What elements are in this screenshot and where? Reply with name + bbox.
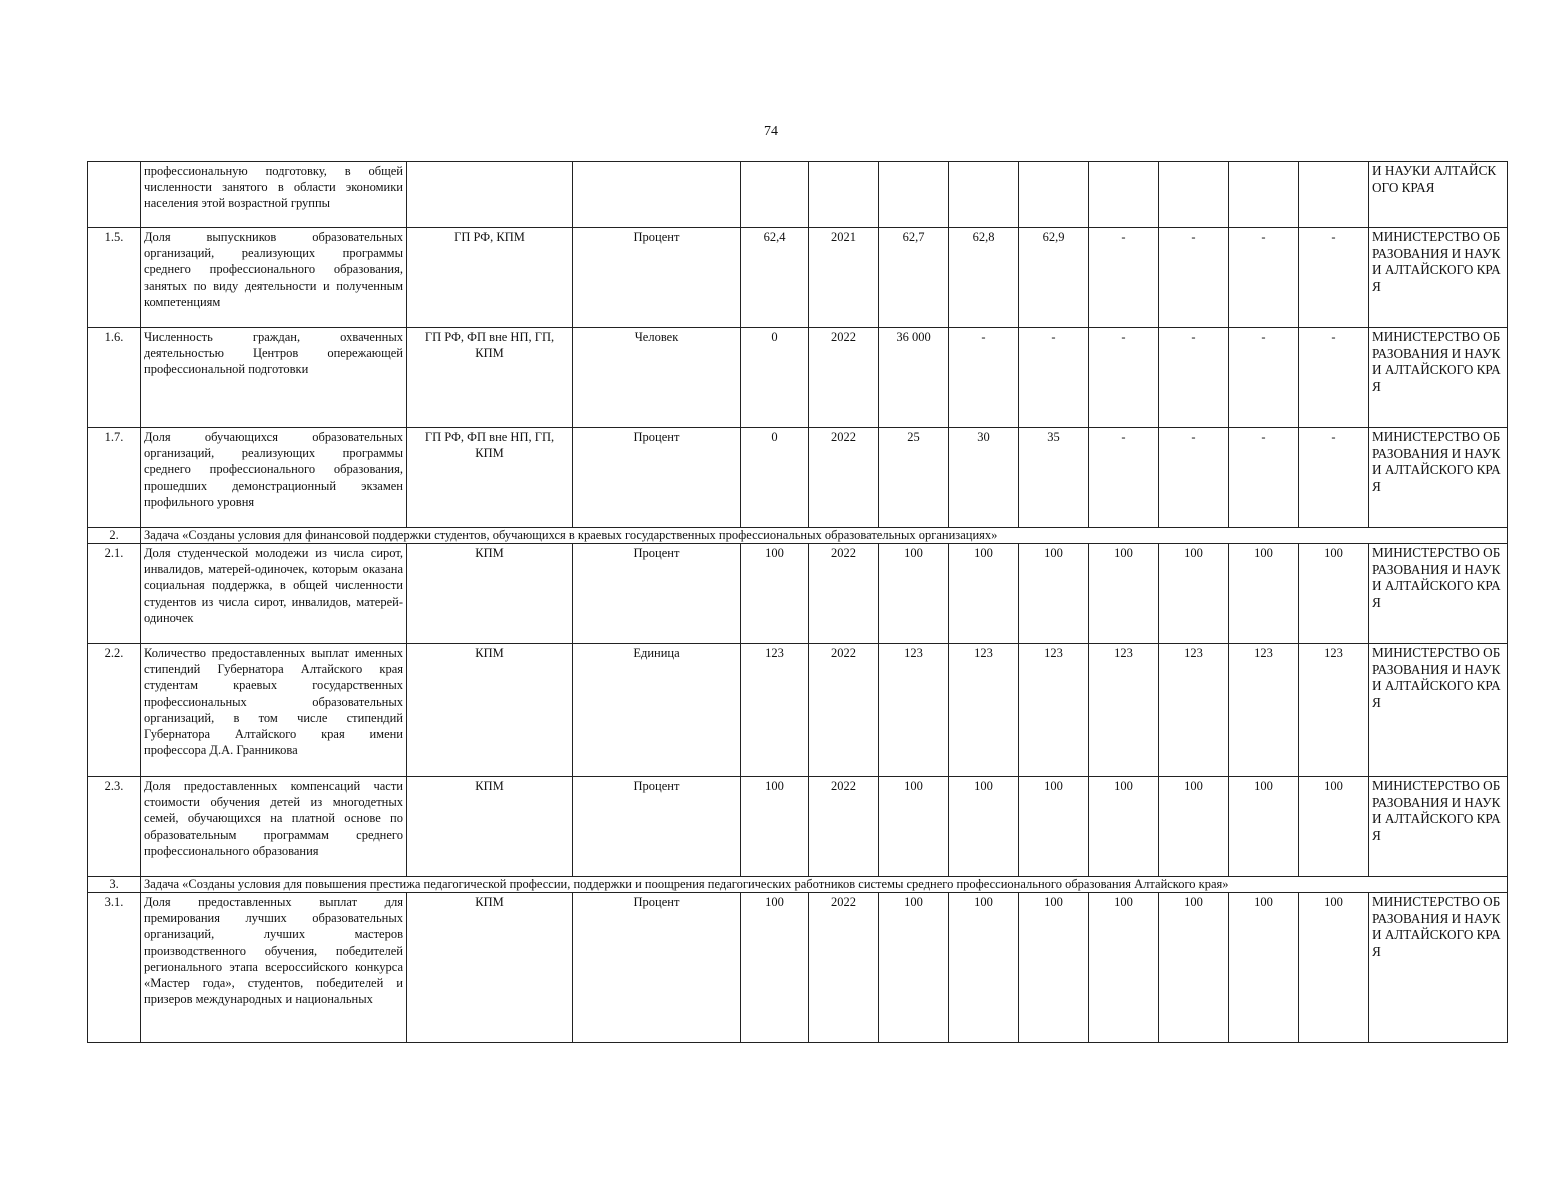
table-row (88, 328, 1508, 428)
base-year: 2022 (809, 644, 879, 777)
indicator-source: КПМ (407, 644, 573, 777)
base-value: 123 (741, 644, 809, 777)
responsible-org: МИНИСТЕРСТВО ОБРАЗОВАНИЯ И НАУКИ АЛТАЙСКОГО КРАЯ (1369, 893, 1508, 1043)
base-year: 2022 (809, 428, 879, 528)
indicator-name: Количество предоставленных выплат именных стипендий Губернатора Алтайского края студентам краевых государственных профессиональных образовательных организаций, в том числе стипендий Губернатора Алтайского края имени профессора Д.А. Гранникова (141, 644, 407, 777)
indicator-source: КПМ (407, 893, 573, 1043)
value-3: 100 (1019, 893, 1089, 1043)
value-6: 100 (1229, 544, 1299, 644)
value-1: 123 (879, 644, 949, 777)
value-7: - (1299, 428, 1369, 528)
indicator-unit: Процент (573, 777, 741, 877)
row-number (88, 162, 141, 228)
value-3: 100 (1019, 544, 1089, 644)
value-1: 100 (879, 544, 949, 644)
value-5: - (1159, 328, 1229, 428)
task-row (88, 877, 1508, 893)
responsible-org: МИНИСТЕРСТВО ОБРАЗОВАНИЯ И НАУКИ АЛТАЙСКОГО КРАЯ (1369, 428, 1508, 528)
indicator-source: КПМ (407, 544, 573, 644)
indicator-source: КПМ (407, 777, 573, 877)
indicators-table (87, 161, 1508, 1043)
responsible-org: МИНИСТЕРСТВО ОБРАЗОВАНИЯ И НАУКИ АЛТАЙСКОГО КРАЯ (1369, 777, 1508, 877)
row-number: 1.6. (88, 328, 141, 428)
value-7 (1299, 162, 1369, 228)
indicator-name: Доля выпускников образовательных организаций, реализующих программы среднего профессионального образования, занятых по виду деятельности и полученным компетенциям (141, 228, 407, 328)
indicator-source (407, 162, 573, 228)
indicator-unit: Человек (573, 328, 741, 428)
value-3: 100 (1019, 777, 1089, 877)
responsible-org: МИНИСТЕРСТВО ОБРАЗОВАНИЯ И НАУКИ АЛТАЙСКОГО КРАЯ (1369, 228, 1508, 328)
row-number: 2.1. (88, 544, 141, 644)
base-year: 2022 (809, 777, 879, 877)
table-row (88, 644, 1508, 777)
table-row (88, 777, 1508, 877)
value-1: 100 (879, 893, 949, 1043)
row-number: 2.2. (88, 644, 141, 777)
value-6: - (1229, 328, 1299, 428)
value-4: - (1089, 428, 1159, 528)
value-5: - (1159, 228, 1229, 328)
indicator-source: ГП РФ, ФП вне НП, ГП, КПМ (407, 428, 573, 528)
task-number: 3. (88, 877, 141, 893)
value-5 (1159, 162, 1229, 228)
value-1 (879, 162, 949, 228)
value-4 (1089, 162, 1159, 228)
indicator-unit: Процент (573, 893, 741, 1043)
indicator-unit: Процент (573, 228, 741, 328)
indicators-table-body (88, 162, 1508, 1043)
base-year: 2022 (809, 893, 879, 1043)
responsible-org: МИНИСТЕРСТВО ОБРАЗОВАНИЯ И НАУКИ АЛТАЙСКОГО КРАЯ (1369, 544, 1508, 644)
value-7: 123 (1299, 644, 1369, 777)
base-value: 100 (741, 777, 809, 877)
indicator-name: Доля студенческой молодежи из числа сирот, инвалидов, матерей-одиночек, которым оказана социальная поддержка, в общей численности студентов из числа сирот, инвалидов, матерей-одиночек (141, 544, 407, 644)
task-title: Задача «Созданы условия для повышения престижа педагогической профессии, поддержки и поощрения педагогических работников системы среднего профессионального образования Алтайского края» (141, 877, 1508, 893)
value-1: 25 (879, 428, 949, 528)
table-row (88, 162, 1508, 228)
value-3: - (1019, 328, 1089, 428)
table-row (88, 428, 1508, 528)
task-row (88, 528, 1508, 544)
value-6 (1229, 162, 1299, 228)
value-1: 62,7 (879, 228, 949, 328)
base-value: 62,4 (741, 228, 809, 328)
value-3 (1019, 162, 1089, 228)
indicator-unit (573, 162, 741, 228)
value-6: - (1229, 228, 1299, 328)
base-value (741, 162, 809, 228)
table-row (88, 544, 1508, 644)
value-5: 100 (1159, 893, 1229, 1043)
value-4: 100 (1089, 544, 1159, 644)
value-2: 123 (949, 644, 1019, 777)
value-6: 123 (1229, 644, 1299, 777)
row-number: 2.3. (88, 777, 141, 877)
base-year: 2022 (809, 328, 879, 428)
value-5: 123 (1159, 644, 1229, 777)
responsible-org: МИНИСТЕРСТВО ОБРАЗОВАНИЯ И НАУКИ АЛТАЙСКОГО КРАЯ (1369, 644, 1508, 777)
base-value: 0 (741, 328, 809, 428)
row-number: 3.1. (88, 893, 141, 1043)
value-1: 100 (879, 777, 949, 877)
value-2: 30 (949, 428, 1019, 528)
value-2: - (949, 328, 1019, 428)
value-7: - (1299, 328, 1369, 428)
base-value: 100 (741, 544, 809, 644)
indicator-unit: Процент (573, 428, 741, 528)
value-2: 100 (949, 777, 1019, 877)
indicator-name: Доля предоставленных компенсаций части стоимости обучения детей из многодетных семей, обучающихся на платной основе по образовательным программам среднего профессионального образования (141, 777, 407, 877)
value-6: - (1229, 428, 1299, 528)
base-year: 2021 (809, 228, 879, 328)
value-2: 100 (949, 544, 1019, 644)
value-4: 100 (1089, 777, 1159, 877)
responsible-org: И НАУКИ АЛТАЙСКОГО КРАЯ (1369, 162, 1508, 228)
value-2: 100 (949, 893, 1019, 1043)
value-3: 62,9 (1019, 228, 1089, 328)
value-5: - (1159, 428, 1229, 528)
value-6: 100 (1229, 893, 1299, 1043)
page-number: 74 (764, 124, 778, 139)
indicator-unit: Единица (573, 644, 741, 777)
value-7: 100 (1299, 544, 1369, 644)
value-5: 100 (1159, 544, 1229, 644)
base-value: 100 (741, 893, 809, 1043)
indicator-name: профессиональную подготовку, в общей численности занятого в области экономики населения этой возрастной группы (141, 162, 407, 228)
row-number: 1.5. (88, 228, 141, 328)
value-4: 100 (1089, 893, 1159, 1043)
base-year: 2022 (809, 544, 879, 644)
value-4: - (1089, 228, 1159, 328)
task-number: 2. (88, 528, 141, 544)
task-title: Задача «Созданы условия для финансовой поддержки студентов, обучающихся в краевых государственных профессиональных образовательных организациях» (141, 528, 1508, 544)
value-3: 35 (1019, 428, 1089, 528)
indicator-source: ГП РФ, КПМ (407, 228, 573, 328)
value-7: - (1299, 228, 1369, 328)
indicator-unit: Процент (573, 544, 741, 644)
row-number: 1.7. (88, 428, 141, 528)
value-5: 100 (1159, 777, 1229, 877)
responsible-org: МИНИСТЕРСТВО ОБРАЗОВАНИЯ И НАУКИ АЛТАЙСКОГО КРАЯ (1369, 328, 1508, 428)
value-2: 62,8 (949, 228, 1019, 328)
table-row (88, 893, 1508, 1043)
value-2 (949, 162, 1019, 228)
value-7: 100 (1299, 777, 1369, 877)
value-4: - (1089, 328, 1159, 428)
indicator-name: Доля обучающихся образовательных организаций, реализующих программы среднего профессионального образования, прошедших демонстрационный экзамен профильного уровня (141, 428, 407, 528)
indicator-name: Численность граждан, охваченных деятельностью Центров опережающей профессиональной подготовки (141, 328, 407, 428)
value-4: 123 (1089, 644, 1159, 777)
value-3: 123 (1019, 644, 1089, 777)
value-1: 36 000 (879, 328, 949, 428)
base-year (809, 162, 879, 228)
base-value: 0 (741, 428, 809, 528)
table-row (88, 228, 1508, 328)
indicator-name: Доля предоставленных выплат для премирования лучших образовательных организаций, лучших мастеров производственного обучения, победителей регионального этапа всероссийского конкурса «Мастер года», студентов, победителей и призеров международных и национальных (141, 893, 407, 1043)
value-6: 100 (1229, 777, 1299, 877)
indicator-source: ГП РФ, ФП вне НП, ГП, КПМ (407, 328, 573, 428)
value-7: 100 (1299, 893, 1369, 1043)
